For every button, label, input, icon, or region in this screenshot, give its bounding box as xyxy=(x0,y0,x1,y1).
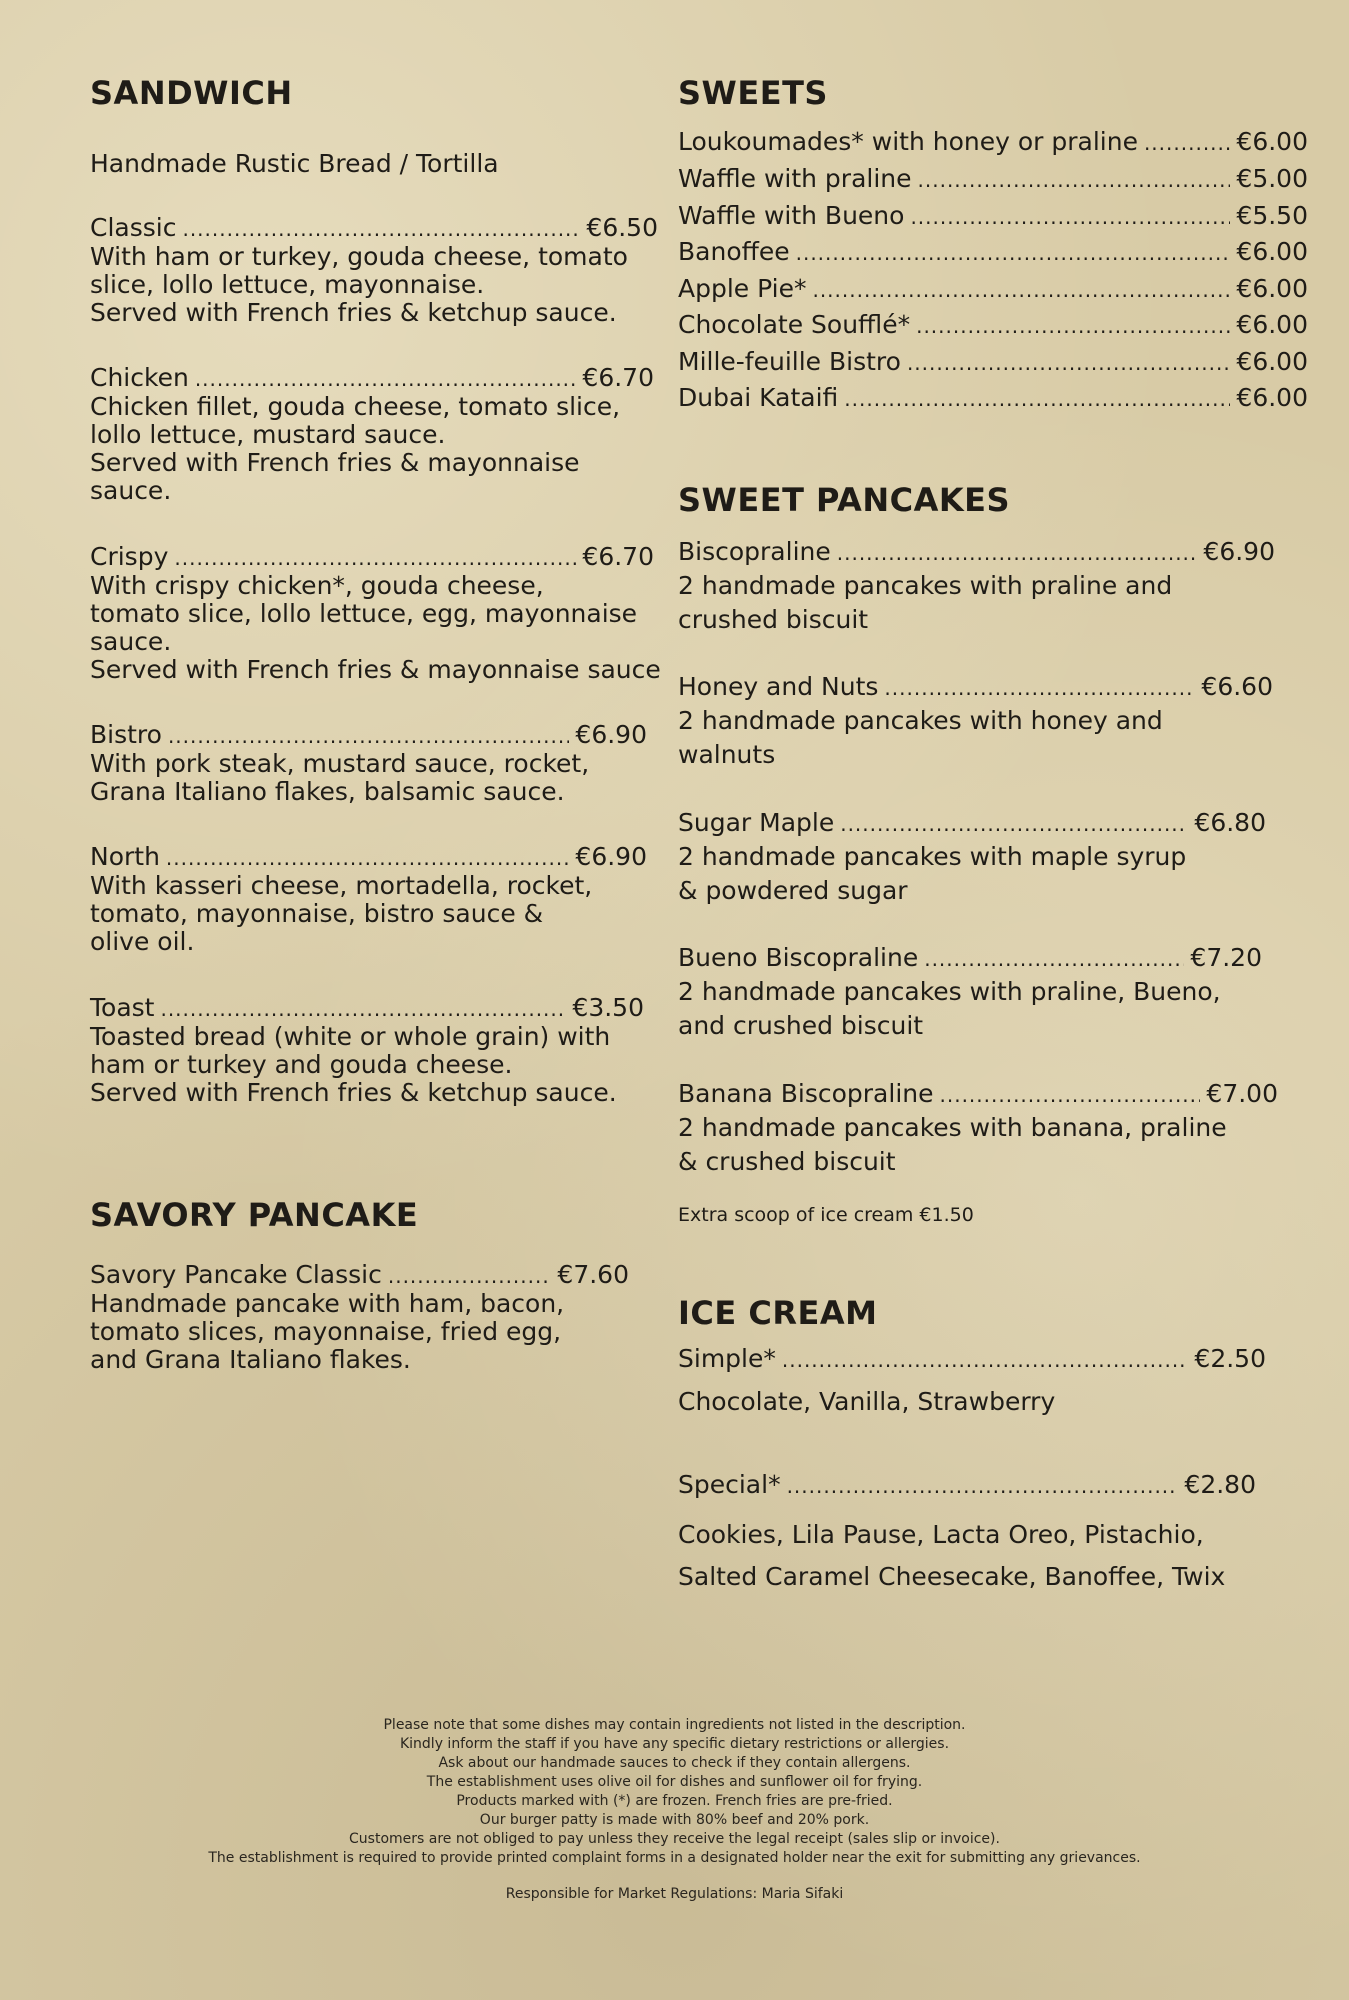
item-name: Special* xyxy=(678,1470,781,1499)
item-price: €6.60 xyxy=(1201,672,1273,701)
footer-line: Products marked with (*) are frozen. French fries are pre-fried. xyxy=(456,1793,893,1809)
savory-pancake-heading: SAVORY PANCAKE xyxy=(90,1196,419,1234)
item-price: €6.00 xyxy=(1236,310,1308,339)
desc-line: 2 handmade pancakes with maple syrup xyxy=(678,842,1187,871)
item-name: Classic xyxy=(90,213,177,242)
item-description xyxy=(678,1514,1225,1598)
menu-item-simple xyxy=(678,1345,1266,1374)
menu-item-loukoumades xyxy=(678,128,1308,157)
item-name: Loukoumades* with honey or praline xyxy=(678,127,1138,156)
item-name: Toast xyxy=(90,993,155,1022)
desc-line: With ham or turkey, gouda cheese, tomato xyxy=(90,242,628,271)
item-price: €6.50 xyxy=(586,213,658,242)
item-description xyxy=(90,243,628,327)
footer-line: Our burger patty is made with 80% beef and 20% pork. xyxy=(479,1812,870,1828)
item-price: €5.00 xyxy=(1236,164,1308,193)
item-name: Waffle with Bueno xyxy=(678,201,905,230)
desc-line: & crushed biscuit xyxy=(678,1147,896,1176)
menu-item-chicken xyxy=(90,364,654,393)
dot-leader xyxy=(782,1346,1189,1374)
dot-leader xyxy=(388,1262,552,1290)
desc-line: sauce. xyxy=(90,476,172,505)
dot-leader xyxy=(195,365,577,393)
dot-leader xyxy=(837,539,1198,567)
dot-leader xyxy=(1144,129,1230,157)
desc-line: sauce. xyxy=(90,627,172,656)
dot-leader xyxy=(884,674,1195,702)
dot-leader xyxy=(174,544,576,572)
item-name: Bistro xyxy=(90,720,162,749)
menu-item-mille-feuille xyxy=(678,348,1308,377)
item-name: North xyxy=(90,842,160,871)
desc-line: Handmade pancake with ham, bacon, xyxy=(90,1289,565,1318)
item-price: €6.70 xyxy=(582,363,654,392)
dot-leader xyxy=(796,239,1231,267)
item-description xyxy=(678,975,1221,1043)
menu-item-chocolate-souffle xyxy=(678,311,1308,340)
desc-line: walnuts xyxy=(678,740,776,769)
item-name: Chocolate Soufflé* xyxy=(678,310,911,339)
item-price: €6.00 xyxy=(1236,347,1308,376)
sweets-heading: SWEETS xyxy=(678,74,828,112)
footer-line: The establishment uses olive oil for dishes and sunflower oil for frying. xyxy=(426,1774,923,1790)
desc-line: With kasseri cheese, mortadella, rocket, xyxy=(90,871,593,900)
market-regulations-responsible: Responsible for Market Regulations: Maria Sifaki xyxy=(505,1886,844,1902)
desc-line: Served with French fries & ketchup sauce. xyxy=(90,298,617,327)
item-price: €2.50 xyxy=(1194,1344,1266,1373)
desc-line: crushed biscuit xyxy=(678,605,869,634)
item-name: Banoffee xyxy=(678,237,790,266)
desc-line: Chicken fillet, gouda cheese, tomato slice, xyxy=(90,392,621,421)
ice-cream-heading: ICE CREAM xyxy=(678,1294,878,1332)
desc-line: 2 handmade pancakes with honey and xyxy=(678,706,1163,735)
desc-line: Toasted bread (white or whole grain) with xyxy=(90,1022,611,1051)
dot-leader xyxy=(918,166,1231,194)
desc-line: Chocolate, Vanilla, Strawberry xyxy=(678,1387,1056,1416)
desc-line: With pork steak, mustard sauce, rocket, xyxy=(90,749,590,778)
item-price: €6.00 xyxy=(1236,237,1308,266)
desc-line: tomato slices, mayonnaise, fried egg, xyxy=(90,1317,562,1346)
item-name: Apple Pie* xyxy=(678,274,807,303)
item-description xyxy=(90,572,661,684)
item-price: €6.90 xyxy=(575,842,647,871)
dot-leader xyxy=(907,349,1230,377)
item-name: Simple* xyxy=(678,1344,776,1373)
footer-disclaimer xyxy=(0,1716,1349,1868)
desc-line: lollo lettuce, mustard sauce. xyxy=(90,420,446,449)
desc-line: Served with French fries & mayonnaise sauce xyxy=(90,655,661,684)
dot-leader xyxy=(840,810,1188,838)
menu-item-bueno-biscopraline xyxy=(678,944,1262,973)
footer-line: The establishment is required to provide printed complaint forms in a designated holder near the exit for submitting any grievances. xyxy=(208,1850,1141,1866)
item-price: €7.60 xyxy=(557,1260,629,1289)
extra-scoop-note: Extra scoop of ice cream €1.50 xyxy=(678,1204,974,1226)
item-name: Crispy xyxy=(90,542,169,571)
sweet-pancakes-heading: SWEET PANCAKES xyxy=(678,481,1011,519)
footer-line: Kindly inform the staff if you have any specific dietary restrictions or allergies. xyxy=(399,1736,950,1752)
menu-item-special xyxy=(678,1471,1256,1500)
desc-line: slice, lollo lettuce, mayonnaise. xyxy=(90,270,485,299)
desc-line: & powdered sugar xyxy=(678,876,908,905)
item-price: €2.80 xyxy=(1184,1470,1256,1499)
desc-line: With crispy chicken*, gouda cheese, xyxy=(90,571,544,600)
desc-line: 2 handmade pancakes with praline and xyxy=(678,571,1173,600)
item-description xyxy=(678,840,1186,908)
dot-leader xyxy=(168,722,569,750)
menu-item-biscopraline xyxy=(678,538,1275,567)
item-price: €6.00 xyxy=(1236,383,1308,412)
item-name: Mille-feuille Bistro xyxy=(678,347,901,376)
desc-line: 2 handmade pancakes with praline, Bueno, xyxy=(678,977,1221,1006)
menu-item-banana-biscopraline xyxy=(678,1080,1278,1109)
desc-line: and Grana Italiano flakes. xyxy=(90,1345,411,1374)
footer-line: Please note that some dishes may contain ingredients not listed in the description. xyxy=(383,1717,966,1733)
sandwich-heading: SANDWICH xyxy=(90,74,293,112)
menu-item-toast xyxy=(90,994,644,1023)
desc-line: olive oil. xyxy=(90,927,195,956)
menu-item-crispy xyxy=(90,543,654,572)
dot-leader xyxy=(916,312,1230,340)
item-description xyxy=(90,872,592,956)
item-name: Dubai Kataifi xyxy=(678,383,839,412)
dot-leader xyxy=(166,844,570,872)
item-name: Waffle with praline xyxy=(678,164,912,193)
desc-line: Served with French fries & mayonnaise xyxy=(90,448,580,477)
item-price: €6.00 xyxy=(1236,274,1308,303)
item-description xyxy=(678,1388,1055,1416)
item-price: €7.20 xyxy=(1190,943,1262,972)
dot-leader xyxy=(812,276,1230,304)
desc-line: Served with French fries & ketchup sauce. xyxy=(90,1078,617,1107)
item-name: Chicken xyxy=(90,363,189,392)
dot-leader xyxy=(910,203,1230,231)
item-description xyxy=(90,750,589,806)
desc-line: Grana Italiano flakes, balsamic sauce. xyxy=(90,777,565,806)
dot-leader xyxy=(160,995,566,1023)
desc-line: and crushed biscuit xyxy=(678,1011,924,1040)
menu-item-savory-pancake-classic xyxy=(90,1261,629,1290)
desc-line: ham or turkey and gouda cheese. xyxy=(90,1050,513,1079)
dot-leader xyxy=(940,1081,1201,1109)
menu-item-apple-pie xyxy=(678,275,1308,304)
dot-leader xyxy=(182,215,580,243)
item-price: €6.80 xyxy=(1194,808,1266,837)
menu-item-waffle-bueno xyxy=(678,202,1308,231)
menu-item-bistro xyxy=(90,721,647,750)
menu-item-honey-nuts xyxy=(678,673,1273,702)
desc-line: tomato, mayonnaise, bistro sauce & xyxy=(90,899,544,928)
item-price: €3.50 xyxy=(572,993,644,1022)
menu-item-sugar-maple xyxy=(678,809,1266,838)
item-description xyxy=(678,704,1163,772)
item-description xyxy=(90,1023,617,1107)
footer-line: Customers are not obliged to pay unless they receive the legal receipt (sales slip or invoice). xyxy=(349,1831,1000,1847)
menu-item-north xyxy=(90,843,647,872)
item-name: Honey and Nuts xyxy=(678,672,879,701)
dot-leader xyxy=(924,945,1184,973)
item-price: €6.70 xyxy=(582,542,654,571)
item-price: €5.50 xyxy=(1236,201,1308,230)
item-price: €6.90 xyxy=(1203,537,1275,566)
desc-line: tomato slice, lollo lettuce, egg, mayonnaise xyxy=(90,599,638,628)
desc-line: Cookies, Lila Pause, Lacta Oreo, Pistachio, xyxy=(678,1520,1204,1549)
item-name: Banana Biscopraline xyxy=(678,1079,934,1108)
item-price: €6.90 xyxy=(575,720,647,749)
sandwich-bread-note: Handmade Rustic Bread / Tortilla xyxy=(90,149,499,178)
item-price: €6.00 xyxy=(1236,127,1308,156)
menu-item-waffle-praline xyxy=(678,165,1308,194)
item-name: Bueno Biscopraline xyxy=(678,943,919,972)
dot-leader xyxy=(844,385,1230,413)
desc-line: 2 handmade pancakes with banana, praline xyxy=(678,1113,1227,1142)
item-price: €7.00 xyxy=(1206,1079,1278,1108)
item-description xyxy=(90,1290,564,1374)
desc-line: Salted Caramel Cheesecake, Banoffee, Twix xyxy=(678,1562,1226,1591)
menu-item-banoffee xyxy=(678,238,1308,267)
footer-line: Ask about our handmade sauces to check if they contain allergens. xyxy=(438,1755,911,1771)
item-name: Savory Pancake Classic xyxy=(90,1260,382,1289)
dot-leader xyxy=(787,1472,1179,1500)
menu-item-classic xyxy=(90,214,658,243)
item-name: Sugar Maple xyxy=(678,808,835,837)
item-description xyxy=(678,569,1172,637)
item-description xyxy=(678,1111,1227,1179)
menu-item-dubai-kataifi xyxy=(678,384,1308,413)
item-description xyxy=(90,393,620,505)
item-name: Biscopraline xyxy=(678,537,831,566)
